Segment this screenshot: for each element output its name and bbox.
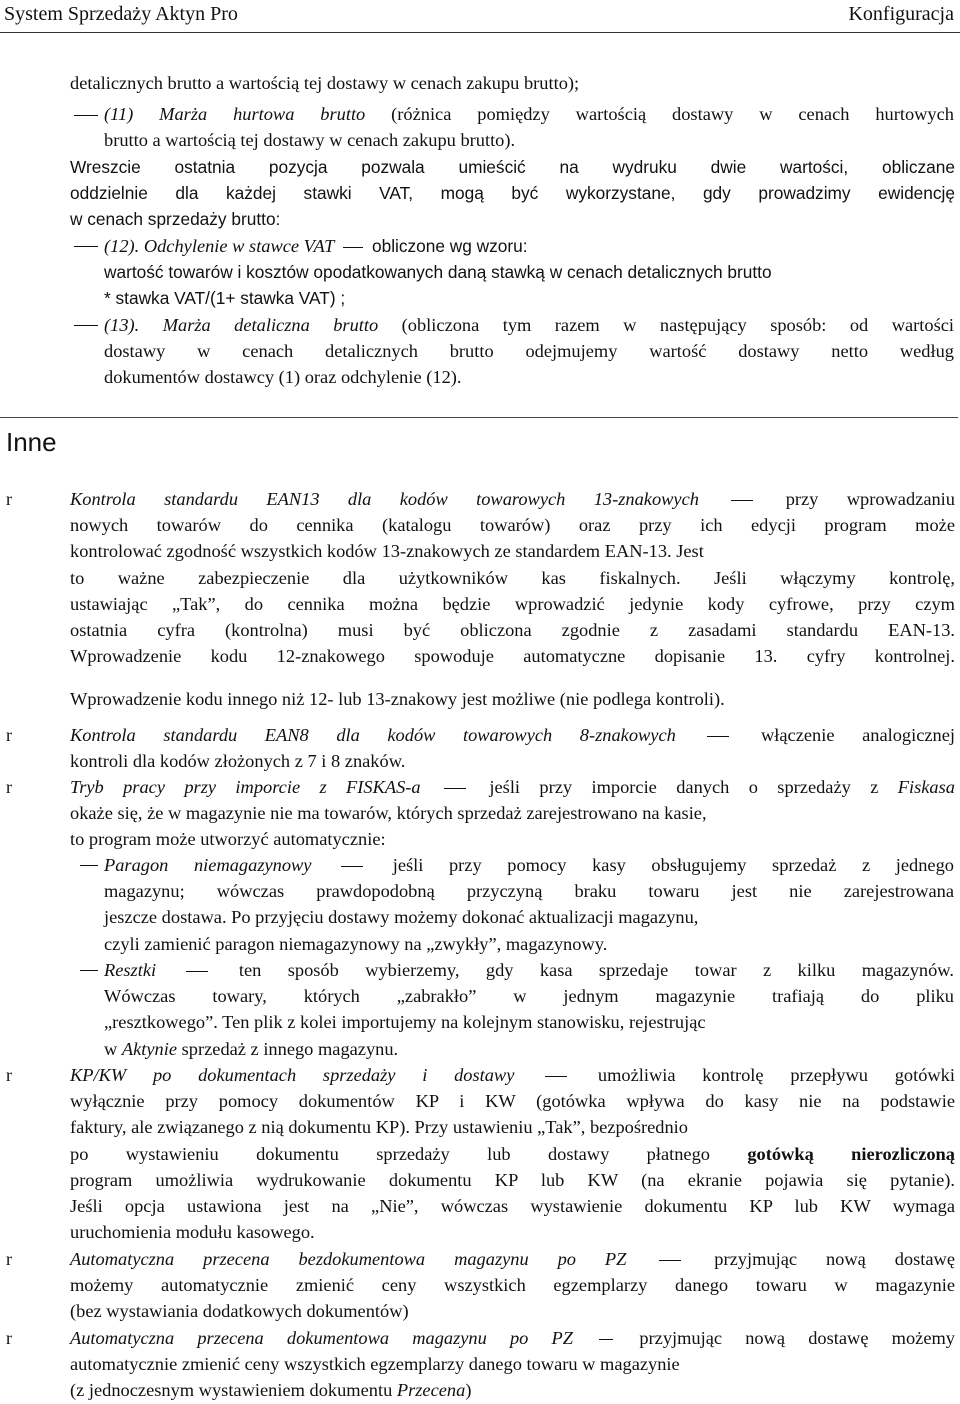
header-title: System Sprzedaży Aktyn Pro (4, 3, 238, 25)
option-fiskas-import: Tryb pracy przy imporcie z FISKAS-a jeśli przy imporcie danych o sprzedaży z Fiskasa okaże się, że w magazynie nie ma towarów, których sprzedaż zarejestrowano na kasie, to program może utworzyć automatycznie: (70, 777, 955, 850)
dash-marker (74, 246, 98, 247)
suboption-paragon: Paragon niemagazynowy jeśli przy pomocy kasy obsługujemy sprzedaż z jednego magazynu; wówczas prawdopodobną przyczyną braku towaru jest nie zarejestrowana jeszcze dostawa. Po przyjęciu dostawy możemy dokonać aktualizacji magazynu, czyli zamienić paragon niemagazynowy na „zwykły”, magazynowy. (104, 855, 954, 954)
item-13: (13). Marża detaliczna brutto (obliczona tym razem w następujący sposób: od wartości dostawy w cenach detalicznych brutto odejmujemy wartość dostawy netto według dokumentów dostawcy (1) oraz odchylenie (12). (104, 315, 955, 388)
page-header (0, 0, 960, 33)
top-line-1: detalicznych brutto a wartością tej dostawy w cenach zakupu brutto); (70, 73, 580, 93)
item-12: (12). Odchylenie w stawce VAT obliczone wg wzoru: wartość towarów i kosztów opodatkowanych daną stawką w cenach detalicznych brutto * stawka VAT/(1+ stawka VAT) ; (104, 236, 772, 309)
option-przecena-bezdokumentowa: Automatyczna przecena bezdokumentowa magazynu po PZ przyjmując nową dostawę możemy automatycznie zmienić ceny wszystkich egzemplarzy danego towaru w magazynie (bez wystawiania dodatkowych dokumentów) (70, 1249, 955, 1322)
dash-marker (80, 970, 98, 971)
dash-marker (74, 115, 98, 116)
bullet-marker: r (6, 725, 12, 745)
bullet-marker: r (6, 777, 12, 797)
section-divider (0, 417, 958, 418)
section-title: Inne (6, 427, 57, 457)
bullet-marker: r (6, 489, 12, 509)
bullet-marker: r (6, 1328, 12, 1348)
dash-marker (80, 865, 98, 866)
header-section: Konfiguracja (848, 3, 954, 25)
option-kp-kw: KP/KW po dokumentach sprzedaży i dostawy umożliwia kontrolę przepływu gotówki wyłącznie przy pomocy dokumentów KP i KW (gotówka wpływa do kasy nie na podstawie faktury, ale związanego z nią dokumentu KP). Przy ustawieniu „Tak”, bezpośrednio po wystawieniu dokumentu sprzedaży lub dostawy płatnego gotówką nierozliczoną program umożliwia wydrukowanie dokumentu KP lub KW (na ekranie pojawia się pytanie). Jeśli opcja ustawiona jest na „Nie”, wówczas wystawienie dokumentu KP lub KW wymaga uruchomienia modułu kasowego. (70, 1065, 955, 1243)
option-przecena-dokumentowa: Automatyczna przecena dokumentowa magazynu po PZ przyjmując nową dostawę możemy automatycznie zmienić ceny wszystkich egzemplarzy danego towaru w magazynie (z jednoczesnym wystawieniem dokumentu Przecena) (70, 1328, 955, 1401)
vat-intro-paragraph: Wreszcie ostatnia pozycja pozwala umieścić na wydruku dwie wartości, obliczane oddzielnie dla każdej stawki VAT, mogą być wykorzystane, gdy prowadzimy ewidencję w cenach sprzedaży brutto: (70, 157, 955, 230)
dash-marker (74, 325, 98, 326)
suboption-resztki: Resztki ten sposób wybierzemy, gdy kasa sprzedaje towar z kilku magazynów. Wówczas towary, których „zabrakło” w jednym magazynie trafiają do pliku „resztkowego”. Ten plik z kolei importujemy na kolejnym stanowisku, rejestrując w Aktynie sprzedaż z innego magazynu. (104, 960, 954, 1059)
bullet-marker: r (6, 1065, 12, 1085)
option-ean8: Kontrola standardu EAN8 dla kodów towarowych 8-znakowych włączenie analogicznej kontroli dla kodów złożonych z 7 i 8 znaków. (70, 725, 956, 772)
bullet-marker: r (6, 1249, 12, 1269)
option-ean13: Kontrola standardu EAN13 dla kodów towarowych 13-znakowych przy wprowadzaniu nowych towarów do cennika (katalogu towarów) oraz przy ich edycji program może kontrolować zgodność wszystkich kodów 13-znakowych ze standardem EAN-13. Jest to ważne zabezpieczenie dla użytkowników kas fiskalnych. Jeśli włączymy kontrolę, ustawiając „Tak”, do cennika można będzie wprowadzić jedynie kody cyfrowe, przy czym ostatnia cyfra (kontrolna) musi być obliczona zgodnie z zasadami standardu EAN-13. Wprowadzenie kodu 12-znakowego spowoduje automatyczne dopisanie 13. cyfry kontrolnej. Wprowadzenie kodu innego niż 12- lub 13-znakowy jest możliwe (nie podlega kontroli). (70, 489, 955, 710)
item-11: (11) Marża hurtowa brutto (różnica pomiędzy wartością dostawy w cenach hurtowych brutto a wartością tej dostawy w cenach zakupu brutto). (104, 104, 954, 151)
